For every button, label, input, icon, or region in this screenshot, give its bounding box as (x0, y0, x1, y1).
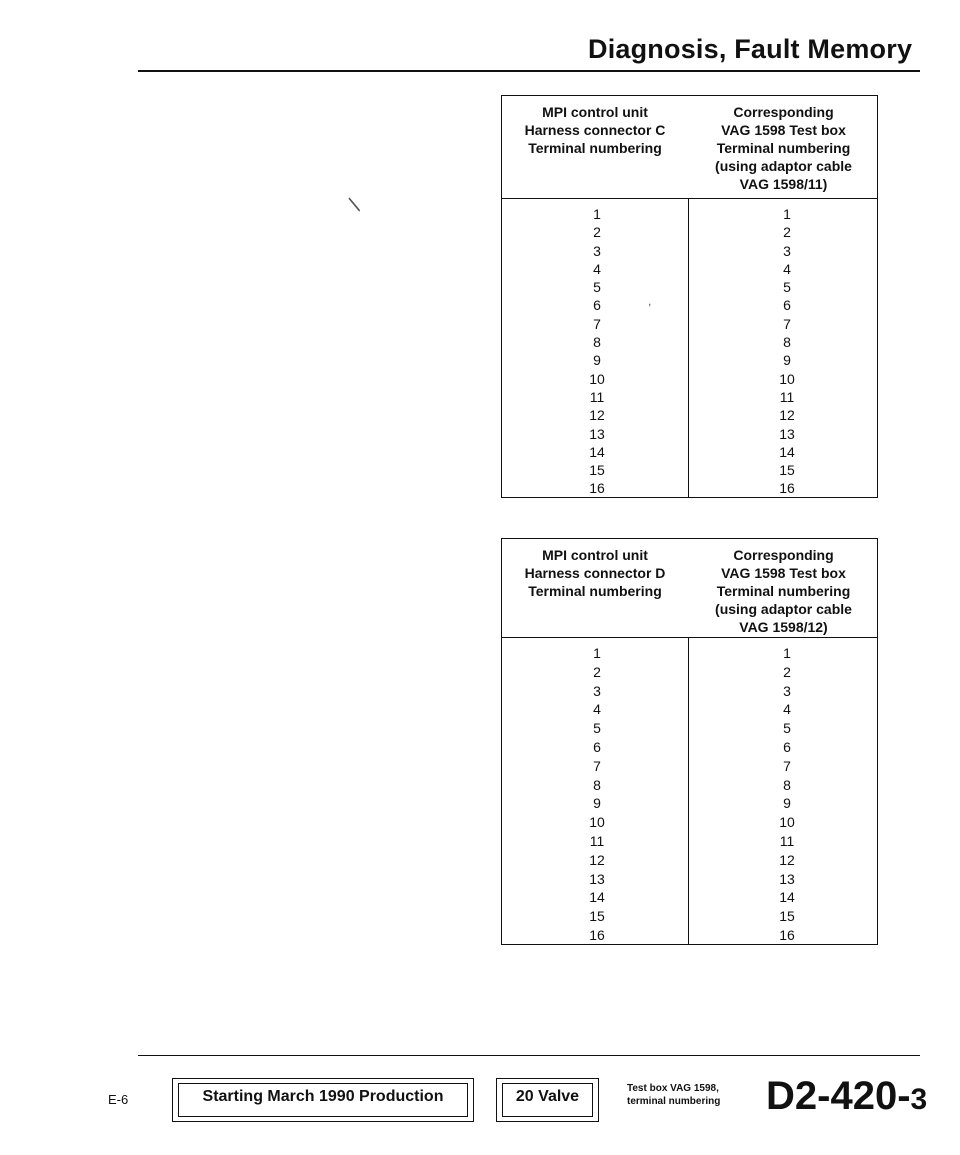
terminal-number: 5 (593, 720, 601, 737)
terminal-number: 12 (589, 851, 605, 868)
column-divider (688, 199, 689, 497)
section-caption (627, 1082, 720, 1108)
terminal-number: 10 (589, 814, 605, 831)
header-line: Harness connector D (524, 565, 666, 581)
header-line: MPI control unit (542, 104, 648, 120)
caption-line: terminal numbering (627, 1096, 721, 1107)
header-line: VAG 1598/12) (739, 619, 828, 635)
terminal-number: 10 (779, 370, 795, 387)
terminal-number: 7 (783, 315, 791, 332)
header-line: Corresponding (733, 547, 834, 563)
terminal-number: 5 (783, 279, 791, 296)
terminal-number: 8 (783, 776, 791, 793)
terminal-number: 11 (589, 832, 605, 849)
test-box-terminals (727, 644, 847, 945)
scan-mark: / (342, 195, 367, 215)
left-header (502, 103, 688, 157)
terminal-number: 6 (593, 297, 601, 314)
terminal-number: 9 (783, 795, 791, 812)
terminal-number: 7 (593, 315, 601, 332)
header-line: MPI control unit (542, 547, 648, 563)
test-box-terminals (727, 205, 847, 498)
terminal-number: 4 (783, 260, 791, 277)
document-code-suffix: 3 (910, 1083, 928, 1116)
connector-c-table (501, 95, 878, 498)
terminal-number: 3 (593, 242, 601, 259)
column-divider (688, 638, 689, 944)
terminal-number: 13 (589, 870, 605, 887)
terminal-number: 8 (593, 776, 601, 793)
header-line: Terminal numbering (528, 583, 662, 599)
terminal-number: 14 (779, 443, 795, 460)
footer-rule (138, 1055, 920, 1056)
terminal-number: 3 (783, 682, 791, 699)
terminal-number: 15 (589, 462, 605, 479)
terminal-number: 16 (589, 480, 605, 497)
table-header (502, 539, 877, 638)
terminal-number: 10 (779, 814, 795, 831)
terminal-number: 12 (589, 407, 605, 424)
terminal-number: 1 (783, 645, 791, 661)
terminal-number: 2 (593, 224, 601, 241)
terminal-number: 1 (593, 645, 601, 661)
terminal-number: 8 (783, 334, 791, 351)
header-line: (using adaptor cable (715, 601, 852, 617)
terminal-number: 6 (593, 738, 601, 755)
terminal-number: 16 (589, 926, 605, 943)
terminal-number: 12 (779, 407, 795, 424)
header-line: Corresponding (733, 104, 834, 120)
terminal-number: 15 (779, 908, 795, 925)
table-body (502, 199, 877, 497)
terminal-number: 14 (589, 443, 605, 460)
right-header (688, 546, 879, 636)
document-code-main: D2-420- (766, 1074, 911, 1118)
terminal-number: 12 (779, 851, 795, 868)
terminal-number: 1 (593, 206, 601, 222)
control-unit-terminals (537, 644, 657, 945)
header-line: (using adaptor cable (715, 158, 852, 174)
header-line: VAG 1598 Test box (721, 565, 846, 581)
page-title: Diagnosis, Fault Memory (588, 34, 913, 64)
terminal-number: 7 (783, 757, 791, 774)
production-label: Starting March 1990 Production (178, 1083, 468, 1117)
table-body (502, 638, 877, 944)
terminal-number: 15 (589, 908, 605, 925)
scan-mark: , (648, 294, 652, 308)
terminal-number: 6 (783, 738, 791, 755)
connector-d-table (501, 538, 878, 945)
table-header (502, 96, 877, 199)
production-box (172, 1078, 474, 1122)
terminal-number: 3 (783, 242, 791, 259)
terminal-number: 15 (779, 462, 795, 479)
terminal-number: 5 (593, 279, 601, 296)
terminal-number: 16 (779, 926, 795, 943)
header-line: Terminal numbering (716, 140, 851, 156)
left-header (502, 546, 688, 600)
terminal-number: 16 (779, 480, 795, 497)
terminal-number: 13 (779, 870, 795, 887)
terminal-number: 11 (589, 388, 605, 405)
valve-label: 20 Valve (502, 1083, 593, 1117)
terminal-number: 13 (589, 425, 605, 442)
header-line: VAG 1598 Test box (721, 122, 846, 138)
terminal-number: 11 (779, 388, 795, 405)
header-line: Harness connector C (524, 122, 666, 138)
terminal-number: 7 (593, 757, 601, 774)
header-line: Terminal numbering (528, 140, 662, 156)
terminal-number: 5 (783, 720, 791, 737)
terminal-number: 2 (783, 663, 791, 680)
terminal-number: 13 (779, 425, 795, 442)
document-code (766, 1072, 927, 1124)
terminal-number: 2 (783, 224, 791, 241)
terminal-number: 9 (593, 795, 601, 812)
header-rule (138, 70, 920, 72)
header-line: Terminal numbering (716, 583, 851, 599)
caption-line: Test box VAG 1598, (627, 1083, 719, 1094)
terminal-number: 10 (589, 370, 605, 387)
terminal-number: 14 (589, 889, 605, 906)
terminal-number: 14 (779, 889, 795, 906)
terminal-number: 11 (779, 832, 795, 849)
terminal-number: 1 (783, 206, 791, 222)
header-line: VAG 1598/11) (739, 176, 828, 192)
terminal-number: 4 (593, 260, 601, 277)
terminal-number: 8 (593, 334, 601, 351)
right-header (688, 103, 879, 193)
terminal-number: 3 (593, 682, 601, 699)
control-unit-terminals (537, 205, 657, 498)
page-number: E-6 (108, 1092, 129, 1107)
terminal-number: 6 (783, 297, 791, 314)
terminal-number: 9 (593, 352, 601, 369)
terminal-number: 2 (593, 663, 601, 680)
terminal-number: 9 (783, 352, 791, 369)
terminal-number: 4 (783, 701, 791, 718)
valve-box (496, 1078, 599, 1122)
terminal-number: 4 (593, 701, 601, 718)
